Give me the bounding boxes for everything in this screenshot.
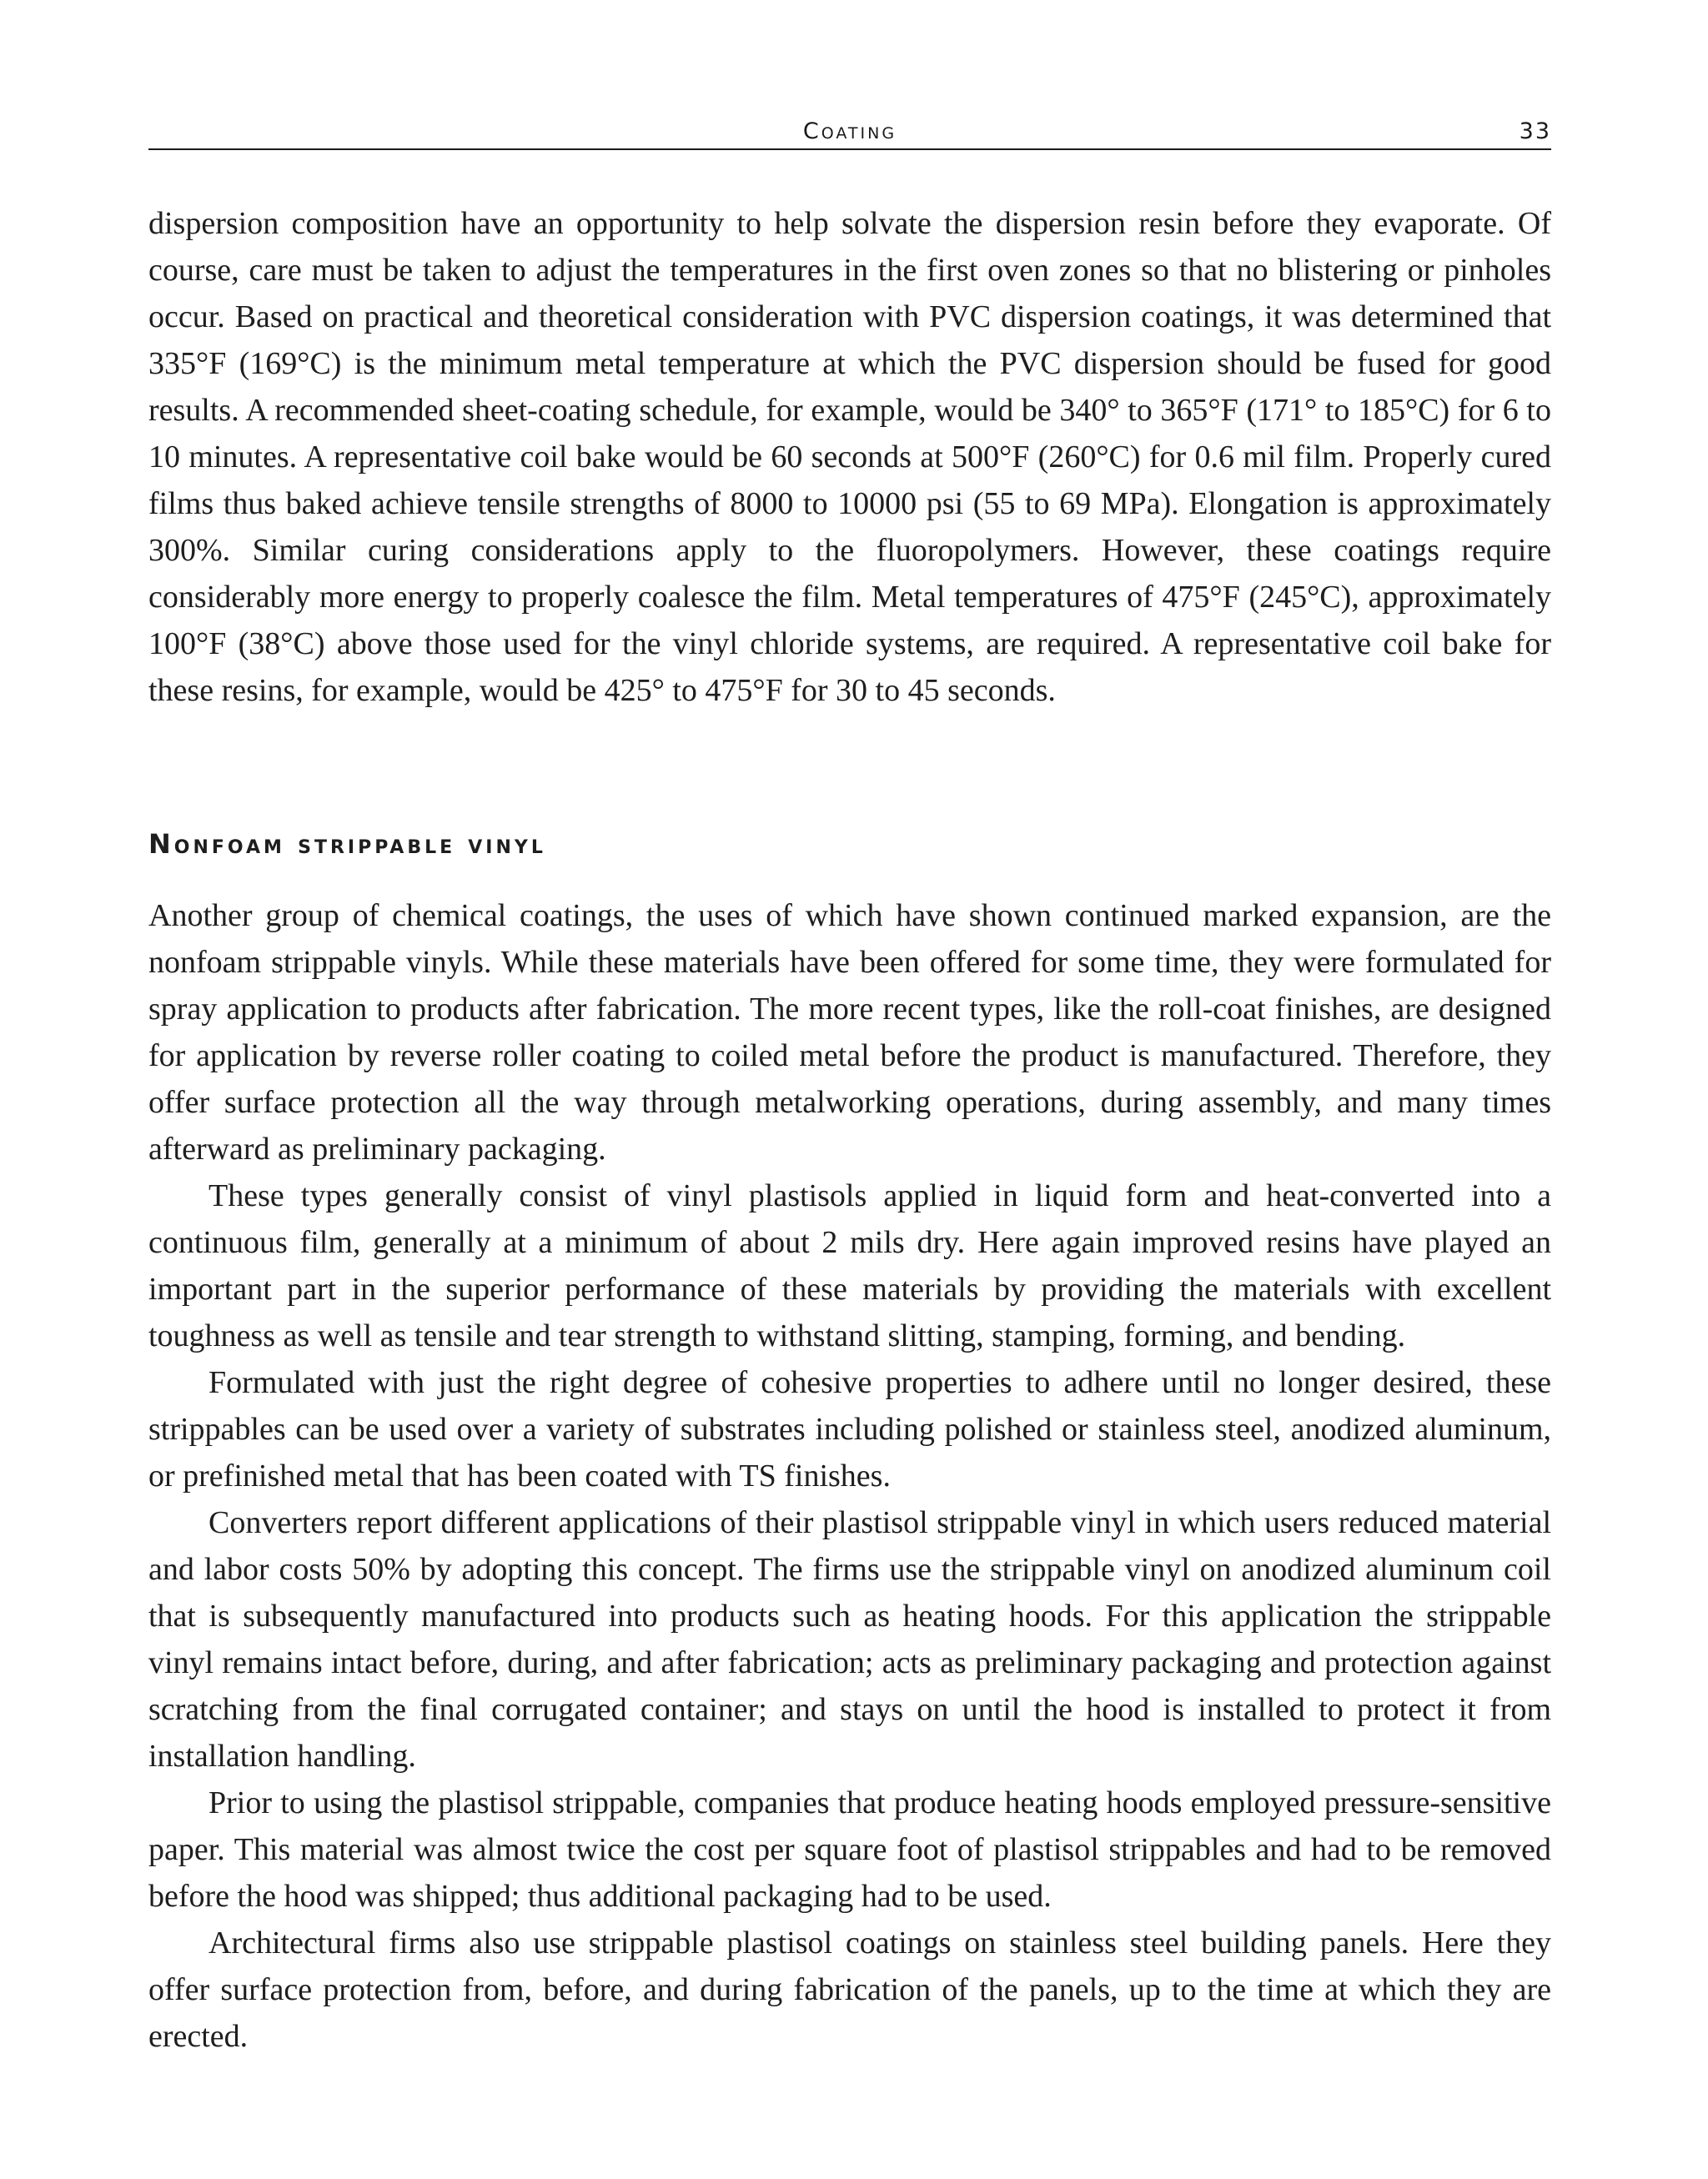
section-paragraph-5: Prior to using the plastisol strippable, companies that produce heating hoods employed pressure-sensitive paper. This material was almost twice the cost per square foot of plastisol strippables and had to be removed before the hood was shipped; thus additional packaging had to be used. — [148, 1785, 1551, 1914]
section-paragraph-4: Converters report different applications of their plastisol strippable vinyl in which users reduced material and labor costs 50% by adopting this concept. The firms use the strippable vinyl on anodized aluminum coil that is subsequently manufactured into products such as heating hoods. For this application the strippable vinyl remains intact before, during, and after fabrication; acts as preliminary packaging and protection against scratching from the final corrugated container; and stays on until the hood is installed to protect it from installation handling. — [148, 1505, 1551, 1774]
section-body — [148, 892, 1551, 2060]
section-paragraph-2: These types generally consist of vinyl plastisols applied in liquid form and heat-converted into a continuous film, generally at a minimum of about 2 mils dry. Here again improved resins have played an important part in the superior performance of these materials by providing the materials with excellent toughness as well as tensile and tear strength to withstand slitting, stamping, forming, and bending. — [148, 1178, 1551, 1353]
running-header — [148, 118, 1551, 150]
section-paragraph-6: Architectural firms also use strippable plastisol coatings on stainless steel building panels. Here they offer surface protection from, before, and during fabrication of the panels, up to the time at which they are erected. — [148, 1925, 1551, 2054]
page-number: 33 — [1519, 118, 1551, 144]
running-title: Coating — [802, 118, 897, 144]
continued-paragraph: dispersion composition have an opportunity to help solvate the dispersion resin before they evaporate. Of course, care must be taken to adjust the temperatures in the first oven zones so that no blistering or pinholes occur. Based on practical and theoretical consideration with PVC dispersion coatings, it was determined that 335°F (169°C) is the minimum metal temperature at which the PVC dispersion should be fused for good results. A recommended sheet-coating schedule, for example, would be 340° to 365°F (171° to 185°C) for 6 to 10 minutes. A representative coil bake would be 60 seconds at 500°F (260°C) for 0.6 mil film. Properly cured films thus baked achieve tensile strengths of 8000 to 10000 psi (55 to 69 MPa). Elongation is approximately 300%. Similar curing considerations apply to the fluoropolymers. However, these coatings require considerably more energy to properly coalesce the film. Metal temperatures of 475°F (245°C), approximately 100°F (38°C) above those used for the vinyl chloride systems, are required. A representative coil bake for these resins, for example, would be 425° to 475°F for 30 to 45 seconds. — [148, 206, 1551, 708]
section-paragraph-3: Formulated with just the right degree of cohesive properties to adhere until no longer desired, these strippables can be used over a variety of substrates including polished or stainless steel, anodized aluminum, or prefinished metal that has been coated with TS finishes. — [148, 1365, 1551, 1494]
section-paragraph-1: Another group of chemical coatings, the uses of which have shown continued marked expansion, are the nonfoam strippable vinyls. While these materials have been offered for some time, they were formulated for spray application to products after fabrication. The more recent types, like the roll-coat finishes, are designed for application by reverse roller coating to coiled metal before the product is manufactured. Therefore, they offer surface protection all the way through metalworking operations, during assembly, and many times afterward as preliminary packaging. — [148, 898, 1551, 1167]
section-heading: Nonfoam strippable vinyl — [148, 828, 546, 860]
